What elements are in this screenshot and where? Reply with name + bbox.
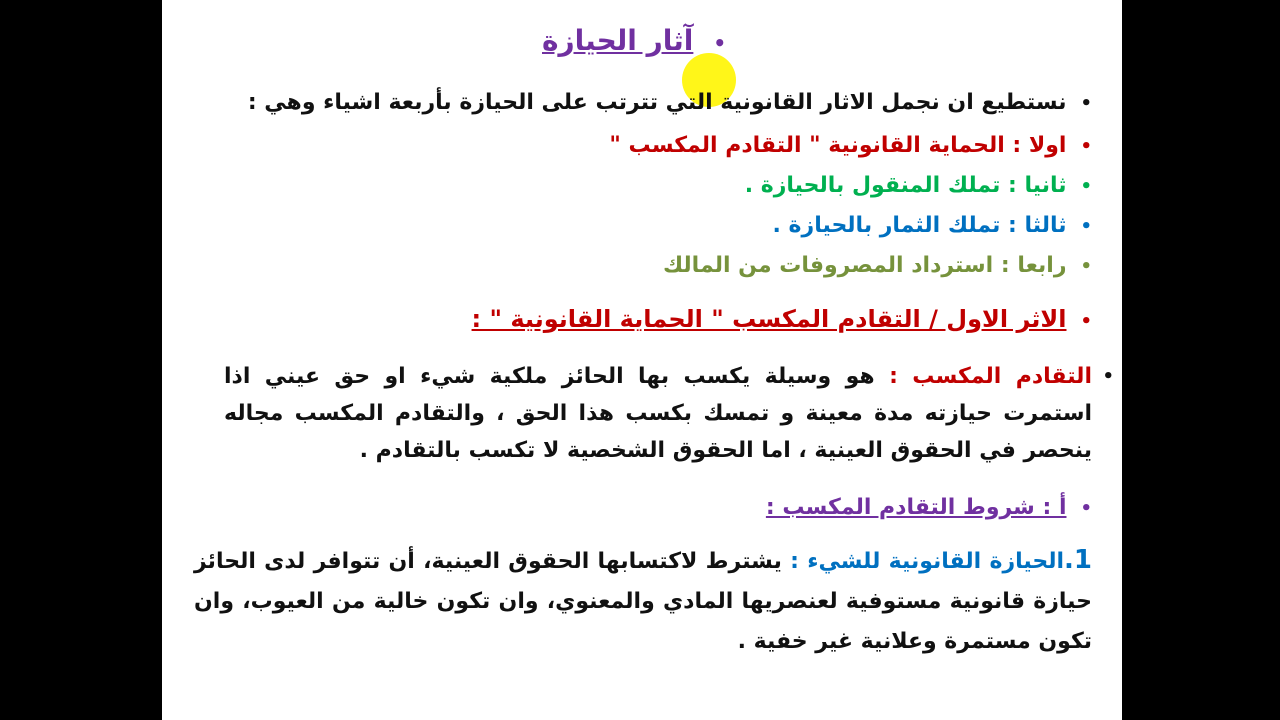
item-second: [192, 169, 1092, 204]
item-fourth-text: رابعا : استرداد المصروفات من المالك: [662, 253, 1067, 278]
definition-paragraph: [224, 358, 1114, 469]
item-first: [192, 129, 1092, 164]
item-third-text: ثالثا : تملك الثمار بالحيازة .: [772, 213, 1067, 238]
slide-title: [542, 24, 726, 57]
item-second-text: ثانيا : تملك المنقول بالحيازة .: [744, 173, 1067, 198]
bullet: •: [1080, 216, 1092, 237]
conditions-heading: [192, 491, 1092, 526]
condition-text: يشترط لاكتسابها الحقوق العينية، أن تتوافر لدى الحائز حيازة قانونية مستوفية لعنصريها المادي والمعنوي، وان تكون خالية من العيوب، وان تكون مستمرة وعلانية غير خفية .: [194, 549, 1092, 654]
definition-term: التقادم المكسب :: [889, 364, 1092, 389]
definition-text: هو وسيلة يكسب بها الحائز ملكية شيء او حق عيني اذا استمرت حيازته مدة معينة و تمسك بكسب هذا الحق ، والتقادم المكسب مجاله ينحصر في الحقوق العينية ، اما الحقوق الشخصية لا تكسب بالتقادم .: [224, 364, 1092, 463]
bullet: •: [1080, 311, 1092, 332]
bullet: •: [1080, 256, 1092, 277]
item-third: [192, 209, 1092, 244]
intro-text: نستطيع ان نجمل الاثار القانونية التي تترتب على الحيازة بأربعة اشياء وهي :: [247, 90, 1067, 115]
condition-one-paragraph: [194, 540, 1092, 662]
bullet: •: [1080, 136, 1092, 157]
bullet: •: [1080, 498, 1092, 519]
item-fourth: [192, 249, 1092, 284]
bullet: •: [1102, 366, 1114, 387]
conditions-heading-text: أ : شروط التقادم المكسب :: [765, 495, 1067, 520]
effect-one-heading: [192, 302, 1092, 339]
bullet: •: [1080, 176, 1092, 197]
title-text: آثار الحيازة: [542, 24, 694, 57]
bullet: •: [1080, 93, 1092, 114]
item-first-text: اولا : الحماية القانونية " التقادم المكسب ": [609, 133, 1067, 158]
effect-one-text: الاثر الاول / التقادم المكسب " الحماية القانونية " :: [471, 305, 1067, 333]
condition-term: الحيازة القانونية للشيء :: [790, 549, 1065, 574]
condition-number: 1.: [1064, 545, 1092, 575]
intro-line: [192, 86, 1092, 121]
bullet: •: [713, 31, 727, 55]
slide: [162, 0, 1122, 720]
